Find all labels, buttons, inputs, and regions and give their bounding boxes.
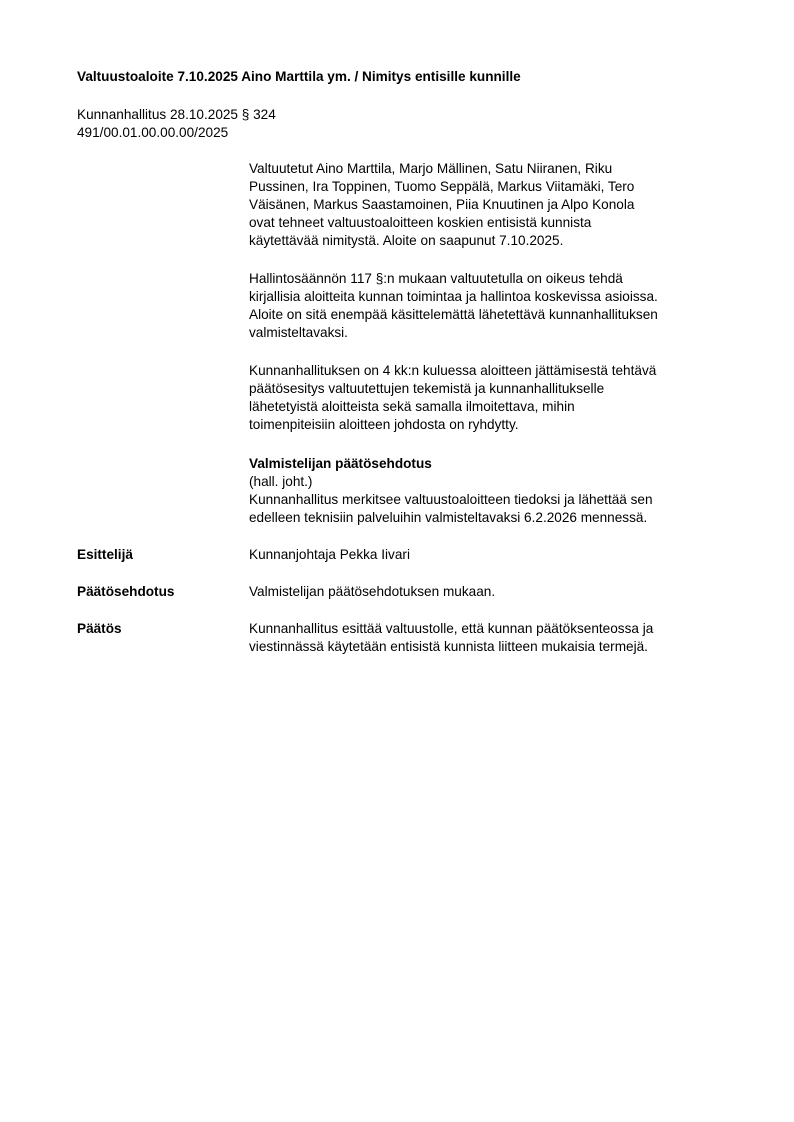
text-line: Valmistelijan päätösehdotuksen mukaan.	[249, 584, 496, 599]
decision-label: Päätös	[77, 621, 122, 636]
text-line: Väisänen, Markus Saastamoinen, Piia Knuutinen ja Alpo Konola	[249, 197, 635, 212]
decision-value	[249, 620, 653, 656]
paragraph-regulation	[249, 270, 739, 342]
text-line: Valtuutetut Aino Marttila, Marjo Mällinen, Satu Niiranen, Riku	[249, 161, 613, 176]
text-line: Pussinen, Ira Toppinen, Tuomo Seppälä, Markus Viitamäki, Tero	[249, 179, 635, 194]
presenter-label: Esittelijä	[77, 547, 133, 562]
decision-proposal-label: Päätösehdotus	[77, 584, 175, 599]
text-line: päätösesitys valtuutettujen tekemistä ja kunnanhallitukselle	[249, 381, 605, 396]
text-line: Kunnanhallitus merkitsee valtuustoaloitteen tiedoksi ja lähettää sen	[249, 492, 653, 507]
text-line: valmisteltavaksi.	[249, 325, 348, 340]
text-line: Kunnanhallitus esittää valtuustolle, että kunnan päätöksenteossa ja	[249, 621, 654, 636]
text-line: Kunnanhallituksen on 4 kk:n kuluessa aloitteen jättämisestä tehtävä	[249, 363, 657, 378]
paragraph-procedure	[249, 362, 739, 434]
paragraph-initiators	[249, 160, 739, 250]
document-title: Valtuustoaloite 7.10.2025 Aino Marttila ym. / Nimitys entisille kunnille	[77, 69, 521, 84]
text-line: Aloite on sitä enempää käsittelemättä lähetettävä kunnanhallituksen	[249, 307, 658, 322]
text-line: edelleen teknisiin palveluihin valmisteltavaksi 6.2.2026 mennessä.	[249, 510, 648, 525]
document-meta	[77, 106, 276, 142]
meeting-reference: Kunnanhallitus 28.10.2025 § 324	[77, 107, 276, 122]
text-line: lähetetyistä aloitteista sekä samalla ilmoitettava, mihin	[249, 399, 575, 414]
text-line: Hallintosäännön 117 §:n mukaan valtuutetulla on oikeus tehdä	[249, 271, 623, 286]
text-line: toimenpiteisiin aloitteen johdosta on ryhdytty.	[249, 417, 519, 432]
presenter-value	[249, 546, 410, 564]
proposal-preparer: (hall. joht.)	[249, 474, 313, 489]
text-line: kirjallisia aloitteita kunnan toimintaa ja hallintoa koskevissa asioissa.	[249, 289, 658, 304]
text-line: ovat tehneet valtuustoaloitteen koskien entisistä kunnista	[249, 215, 592, 230]
decision-proposal-value	[249, 583, 495, 601]
preparer-proposal	[249, 455, 739, 527]
text-line: Kunnanjohtaja Pekka Iivari	[249, 547, 410, 562]
record-number: 491/00.01.00.00.00/2025	[77, 125, 229, 140]
proposal-heading: Valmistelijan päätösehdotus	[249, 456, 432, 471]
text-line: käytettävää nimitystä. Aloite on saapunut 7.10.2025.	[249, 233, 564, 248]
text-line: viestinnässä käytetään entisistä kunnista liitteen mukaisia termejä.	[249, 639, 648, 654]
